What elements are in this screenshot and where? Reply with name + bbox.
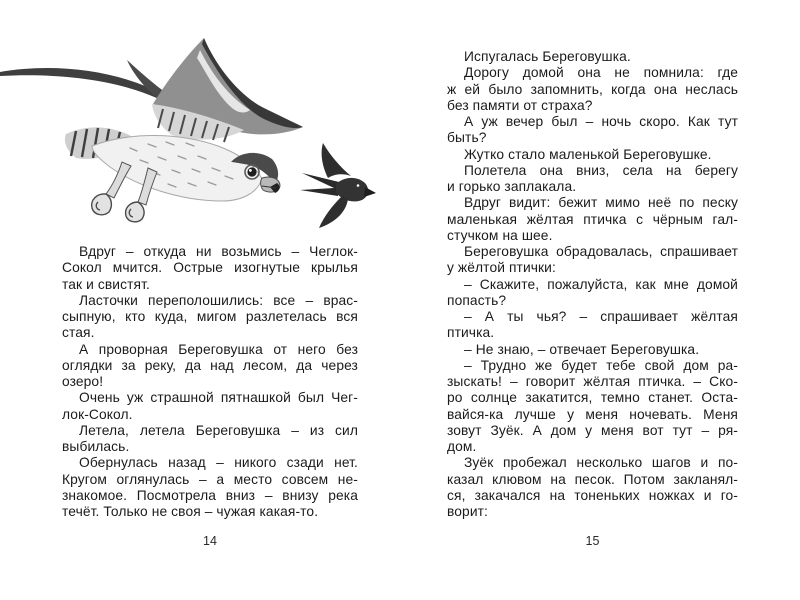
text-line: Летела, летела Береговушка – из сил	[79, 422, 358, 438]
falcon-icon	[0, 38, 303, 222]
text-line: птичка.	[447, 325, 495, 341]
text-line: Зуёк пробежал несколько шагов и по-	[464, 455, 738, 471]
text-line: – Скажите, пожалуйста, как мне домой	[464, 276, 738, 292]
text-line: Испугалась Береговушка.	[464, 49, 631, 64]
text-line: Полетела она вниз, села на берегу	[464, 162, 738, 178]
text-line: без памяти от страха?	[447, 97, 593, 113]
paragraph	[447, 277, 738, 310]
text-line: дом.	[447, 439, 477, 454]
text-line: – Трудно же будет тебе свой дом ра-	[464, 357, 738, 373]
text-line: ро солнце закатится, темно станет. Оста-	[447, 390, 738, 406]
text-line: Жутко стало маленькой Береговушке.	[464, 146, 712, 162]
paragraph	[447, 114, 738, 147]
paragraph	[447, 455, 738, 520]
text-line: ся, закачался на тоненьких ножках и го-	[447, 487, 738, 503]
text-line: у жёлтой птички:	[447, 260, 556, 276]
right-page-text	[447, 49, 738, 520]
text-line: – А ты чья? – спрашивает жёлтая	[464, 309, 738, 324]
text-line: Обернулась назад – никого сзади нет.	[79, 455, 358, 471]
text-line: лок-Сокол.	[62, 406, 133, 422]
text-line: А проворная Береговушка от него без	[79, 341, 358, 357]
paragraph	[447, 358, 738, 456]
text-line: стучком на шее.	[447, 227, 553, 243]
text-line: казал клювом на песок. Потом закланял-	[447, 471, 738, 487]
paragraph	[62, 293, 358, 342]
text-line: сыпную, кто куда, мигом разлетелась вся	[62, 309, 358, 324]
paragraph	[447, 309, 738, 342]
text-line: оглядки за реку, да над лесом, да через	[62, 357, 358, 373]
paragraph	[447, 65, 738, 114]
paragraph	[447, 163, 738, 196]
swallow-icon	[300, 143, 376, 228]
page-number-left: 14	[203, 534, 217, 548]
text-line: выбилась.	[62, 439, 130, 454]
text-line: зыскать! – говорит жёлтая птичка. – Ско-	[447, 374, 738, 389]
text-line: зовут Зуёк. А дом у меня вот тут – ря-	[447, 422, 738, 438]
left-page-text	[62, 244, 358, 520]
paragraph	[62, 390, 358, 423]
text-line: Кругом оглянулась – а место совсем не-	[62, 471, 358, 487]
text-line: Вдруг видит: бежит мимо неё по песку	[464, 195, 738, 211]
text-line: Ласточки переполошились: все – врас-	[79, 292, 358, 308]
text-line: Вдруг – откуда ни возьмись – Чеглок-	[79, 244, 358, 259]
paragraph	[447, 49, 738, 65]
text-line: – Не знаю, – отвечает Береговушка.	[464, 341, 700, 357]
text-line: озеро!	[62, 374, 104, 389]
paragraph	[447, 147, 738, 163]
text-line: ворит:	[447, 504, 488, 519]
paragraph	[447, 342, 738, 358]
paragraph	[447, 195, 738, 244]
text-line: Дорогу домой она не помнила: где	[464, 65, 738, 81]
text-line: маленькая жёлтая птичка с чёрным гал-	[447, 211, 738, 227]
text-line: Очень уж страшной пятнашкой был Чег-	[79, 390, 358, 406]
text-line: Береговушка обрадовалась, спрашивает	[464, 244, 738, 259]
paragraph	[62, 244, 358, 293]
paragraph	[62, 423, 358, 456]
text-line: знакомое. Посмотрела вниз – внизу река	[62, 487, 358, 503]
text-line: так и свистят.	[62, 276, 150, 292]
text-line: попасть?	[447, 292, 507, 308]
text-line: быть?	[447, 130, 487, 146]
text-line: течёт. Только не своя – чужая какая-то.	[62, 504, 319, 519]
text-line: стая.	[62, 325, 95, 341]
text-line: А уж вечер был – ночь скоро. Как тут	[464, 114, 738, 129]
paragraph	[447, 244, 738, 277]
falcon-chasing-swallow-illustration	[0, 16, 402, 244]
text-line: вайся-ка лучше у меня ночевать. Меня	[447, 406, 738, 422]
paragraph	[62, 342, 358, 391]
text-line: ж ей было запомнить, когда она неслась	[447, 81, 738, 97]
text-line: и горько заплакала.	[447, 179, 577, 194]
text-line: Сокол мчится. Острые изогнутые крылья	[62, 260, 358, 276]
paragraph	[62, 455, 358, 520]
page-number-right: 15	[585, 534, 600, 548]
